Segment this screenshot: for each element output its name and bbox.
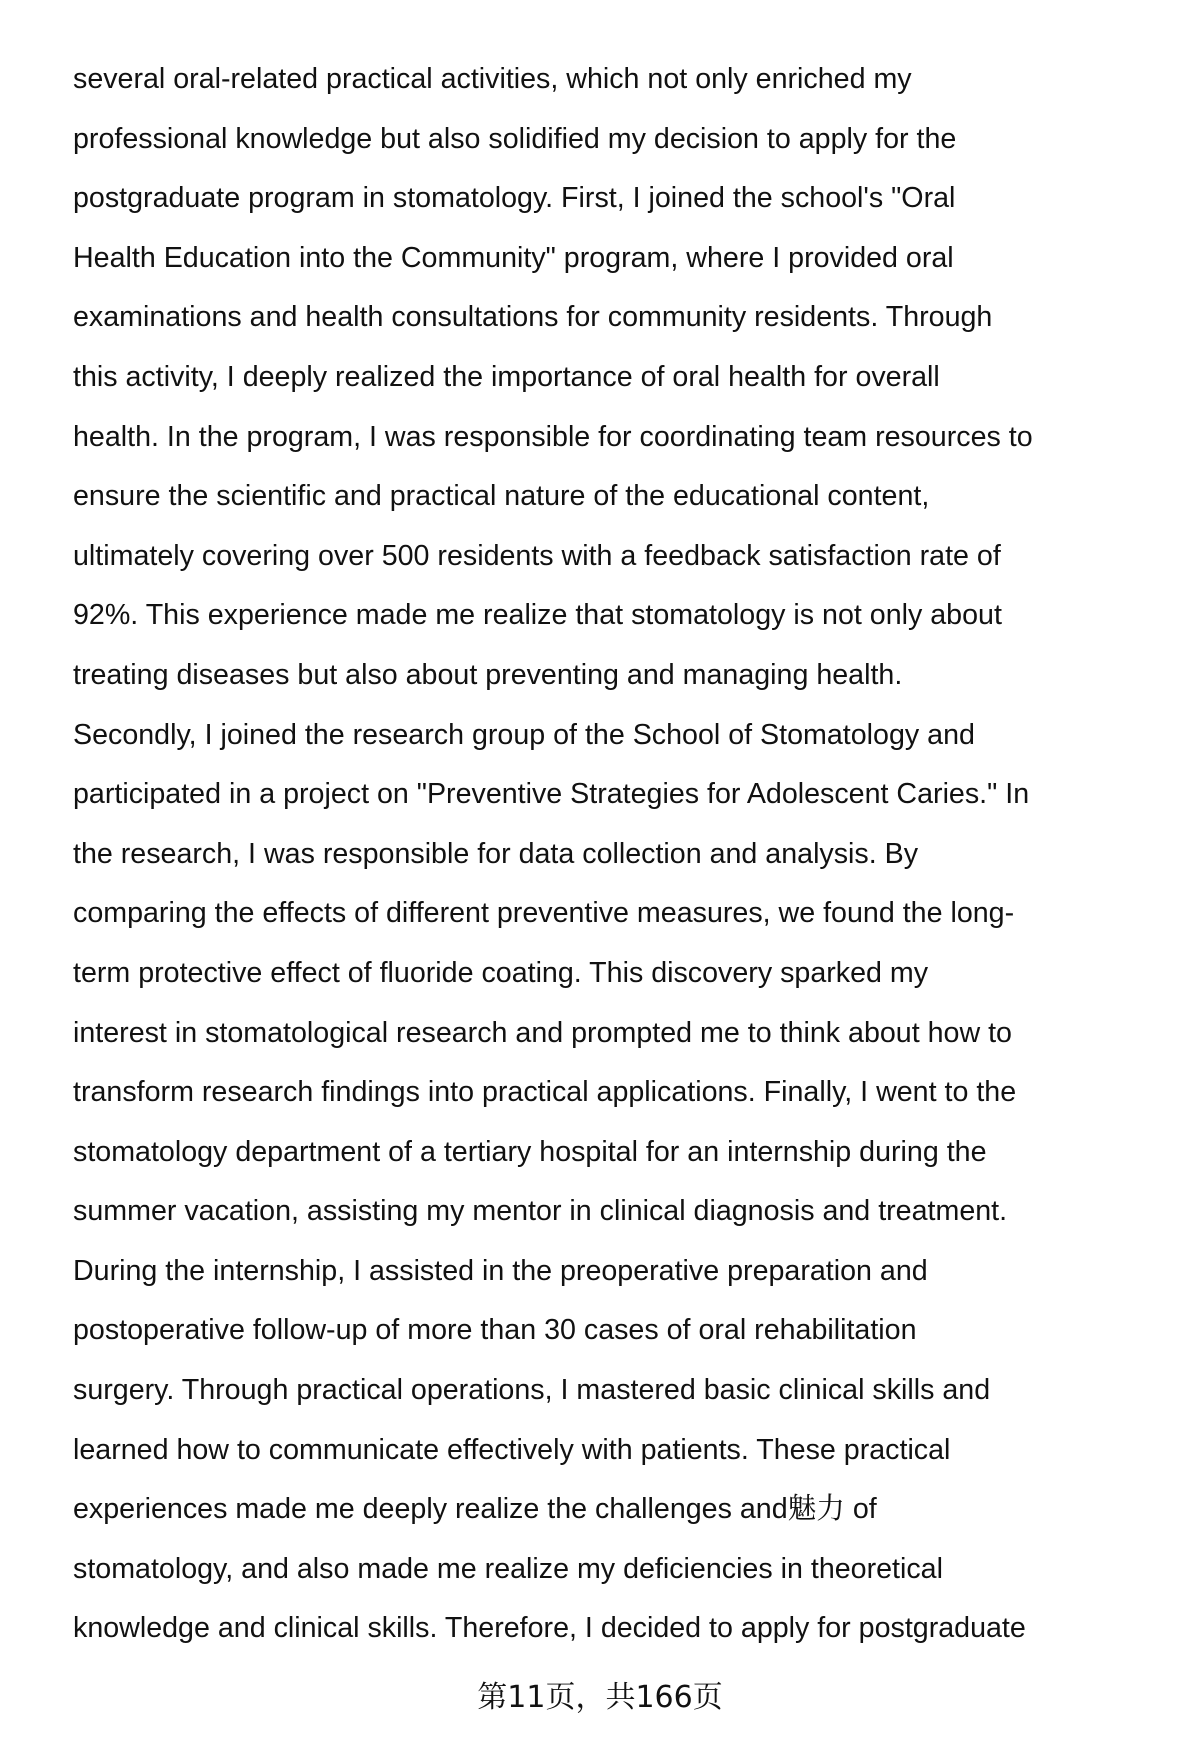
text-line: postgraduate program in stomatology. First, I joined the school's "Oral (73, 182, 956, 215)
text-line: transform research findings into practical applications. Finally, I went to the (73, 1076, 1017, 1109)
text-line: comparing the effects of different preventive measures, we found the long- (73, 897, 1015, 930)
text-line: Health Education into the Community" program, where I provided oral (73, 241, 954, 274)
text-line: professional knowledge but also solidified my decision to apply for the (73, 122, 957, 155)
text-line: postoperative follow-up of more than 30 cases of oral rehabilitation (73, 1314, 917, 1347)
text-line: health. In the program, I was responsible for coordinating team resources to (73, 420, 1033, 453)
text-line: learned how to communicate effectively with patients. These practical (73, 1433, 951, 1466)
text-line: During the internship, I assisted in the preoperative preparation and (73, 1254, 928, 1287)
text-line: 92%. This experience made me realize that stomatology is not only about (73, 599, 1002, 632)
page-number-footer: 第11页，共166页 (477, 1680, 723, 1715)
text-line: stomatology department of a tertiary hospital for an internship during the (73, 1135, 987, 1168)
text-line: the research, I was responsible for data collection and analysis. By (73, 837, 919, 870)
text-line: examinations and health consultations for community residents. Through (73, 301, 993, 334)
text-line: summer vacation, assisting my mentor in clinical diagnosis and treatment. (73, 1195, 1008, 1228)
text-line: stomatology, and also made me realize my deficiencies in theoretical (73, 1552, 943, 1585)
text-line: participated in a project on "Preventive Strategies for Adolescent Caries." In (73, 778, 1030, 811)
text-line: interest in stomatological research and prompted me to think about how to (73, 1016, 1012, 1049)
body-text (73, 50, 1173, 1659)
text-line: knowledge and clinical skills. Therefore, I decided to apply for postgraduate (73, 1612, 1026, 1645)
text-line: ultimately covering over 500 residents with a feedback satisfaction rate of (73, 539, 1001, 572)
text-line: surgery. Through practical operations, I mastered basic clinical skills and (73, 1374, 991, 1407)
text-line: ensure the scientific and practical nature of the educational content, (73, 480, 930, 513)
text-line: term protective effect of fluoride coating. This discovery sparked my (73, 956, 929, 989)
text-line: several oral-related practical activities, which not only enriched my (73, 63, 912, 95)
text-line: treating diseases but also about preventing and managing health. (73, 658, 903, 691)
text-line: this activity, I deeply realized the importance of oral health for overall (73, 360, 940, 393)
text-line: Secondly, I joined the research group of the School of Stomatology and (73, 718, 975, 751)
text-line: experiences made me deeply realize the challenges and魅力 of (73, 1493, 877, 1526)
